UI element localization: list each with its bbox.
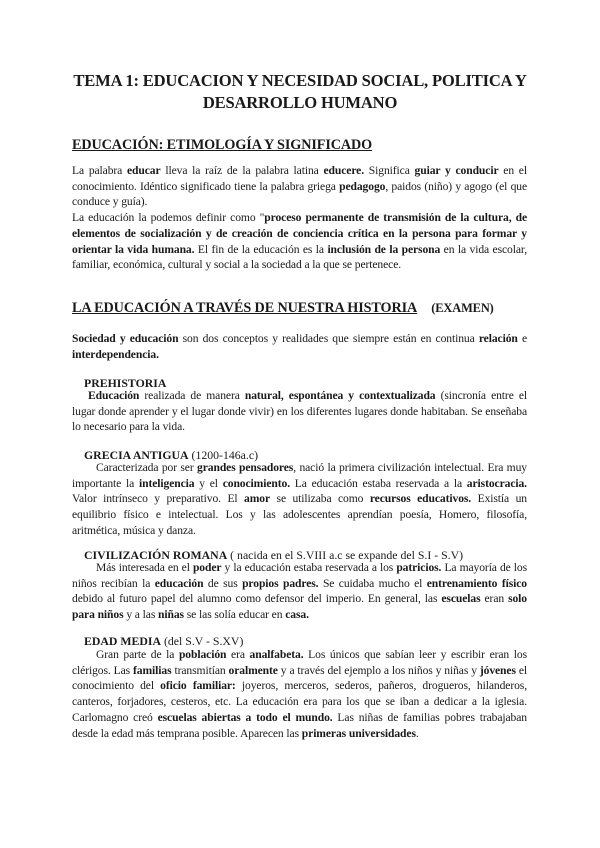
bold-run: poder: [192, 561, 222, 574]
subheading-prehistoria: PREHISTORIA: [84, 376, 167, 390]
paragraph-edad-media-text: [72, 648, 527, 740]
text-run: y el: [194, 476, 223, 490]
title-line-2: DESARROLLO HUMANO: [202, 93, 398, 112]
text-run: Gran parte de la: [96, 648, 179, 661]
bold-run: recursos educativos.: [369, 492, 472, 506]
edad-media-dates: (del S.V - S.XV): [161, 634, 244, 648]
text-run: de sus: [203, 576, 243, 590]
section-heading-historia: [72, 300, 494, 317]
bold-run: oficio familiar:: [160, 679, 236, 693]
text-run: La mayoría de los niños recibían la: [72, 561, 528, 590]
bold-run: inclusión de la persona: [327, 242, 441, 256]
bold-run: pedagogo: [339, 179, 386, 193]
section-heading-etimologia: EDUCACIÓN: ETIMOLOGÍA Y SIGNIFICADO: [72, 137, 373, 153]
grecia-heading: GRECIA ANTIGUA: [84, 448, 189, 462]
text-run: La educación la podemos definir como ": [72, 211, 265, 225]
text-run: , paidos (niño) y agogo (el que conduce y guía).: [72, 179, 528, 209]
text-run: lleva la raíz de la palabra latina: [160, 164, 324, 177]
text-run: (sincronía entre el lugar donde aprender y el lugar donde vivir) en los diferentes lugares donde habitaban. Se enseñaba lo necesario para la vida.: [72, 389, 527, 434]
text-run: Valor intrínseco y preparativo. El: [72, 492, 245, 506]
paragraph-grecia: [72, 460, 527, 539]
text-run: debido al futuro papel del alumno como defensor del imperio. En general, las: [72, 592, 442, 606]
bold-run: escuelas abiertas a todo el mundo.: [157, 710, 333, 724]
bold-run: natural, espontánea y contextualizada: [244, 389, 436, 402]
text-run: .: [415, 726, 419, 740]
bold-run: grandes pensadores: [197, 461, 294, 474]
bold-run: interdependencia.: [72, 347, 159, 361]
bold-run: educere.: [323, 164, 364, 177]
bold-run: Sociedad y educación: [72, 332, 179, 345]
document-title: [60, 70, 540, 114]
text-run: Existía un equilibrio físico e intelectual. Los y las adolescentes aprendían poesía, Homero, filosofía, aritmética, música y danza.: [72, 492, 527, 537]
text-run: La palabra: [72, 164, 128, 177]
bold-run: oralmente: [228, 663, 278, 677]
bold-run: población: [178, 648, 227, 661]
bold-run: solo para niños: [72, 592, 527, 622]
text-run: realizada de manera: [139, 389, 245, 402]
paragraph-etimologia-1: [72, 163, 527, 210]
text-run: La educación estaba reservada a la: [290, 476, 467, 490]
bold-run: niñas: [158, 608, 184, 622]
text-run: e: [517, 332, 527, 345]
text-run: joyeros, merceros, sederos, pañeros, drogueros, hilanderos, canteros, forjadores, cesteros, etc. La educación era para los que se iban a dedicar a la iglesia. Carlomagno creó: [72, 679, 527, 724]
bold-run: inteligencia: [138, 476, 195, 490]
bold-run: relación: [478, 332, 518, 345]
bold-run: primeras universidades: [301, 726, 416, 740]
paragraph-intro-text: [72, 331, 527, 362]
text-run: era: [226, 648, 250, 661]
roma-heading: CIVILIZACIÓN ROMANA: [84, 548, 228, 562]
text-run: Caracterizada por ser: [96, 461, 198, 474]
text-run: Significa: [364, 164, 415, 177]
title-line-1: TEMA 1: EDUCACION Y NECESIDAD SOCIAL, POLITICA Y: [73, 71, 527, 90]
roma-dates: ( nacida en el S.VIII a.c se expande del S.I - S.V): [227, 548, 464, 562]
section-heading-historia-text: LA EDUCACIÓN A TRAVÉS DE NUESTRA HISTORIA: [72, 300, 418, 316]
text-run: se las solía educar en: [183, 608, 286, 622]
bold-run: escuelas: [441, 592, 481, 606]
grecia-dates: (1200-146a.c): [188, 448, 259, 462]
bold-run: jóvenes: [479, 663, 516, 677]
paragraph-edad-media: [72, 647, 527, 741]
paragraph-etimologia: [72, 163, 527, 273]
paragraph-prehistoria: [72, 388, 527, 435]
bold-run: educar: [127, 164, 161, 177]
text-run: y a través del ejemplo a los niños y niñas y: [277, 663, 480, 677]
bold-run: proceso permanente de transmisión de la cultura, de elementos de socialización y de creación de conciencia crítica en la persona para formar y orientar la vida humana.: [72, 211, 527, 256]
paragraph-roma: [72, 560, 527, 623]
bold-run: analfabeta.: [249, 648, 304, 661]
text-run: y la educación estaba reservada a los: [221, 561, 397, 574]
paragraph-grecia-text: [72, 461, 527, 537]
bold-run: aristocracia.: [466, 476, 527, 490]
bold-run: entrenamiento físico: [426, 576, 527, 590]
paragraph-definicion: [72, 210, 527, 273]
paragraph-intro-historia: [72, 331, 527, 362]
text-run: en el conocimiento. Idéntico significado tiene la palabra griega: [72, 164, 527, 193]
exam-tag: (EXAMEN): [431, 301, 494, 315]
paragraph-roma-text: [72, 561, 527, 621]
text-run: el conocimiento del: [72, 663, 527, 693]
bold-run: Educación: [88, 389, 140, 402]
bold-run: casa.: [285, 608, 309, 622]
bold-run: conocimiento.: [222, 476, 291, 490]
bold-run: patricios.: [396, 561, 442, 574]
text-run: en la vida escolar, familiar, económica, cultural y social a la sociedad a la que se pertenece.: [72, 242, 527, 272]
text-run: eran: [480, 592, 509, 606]
bold-run: educación: [154, 576, 204, 590]
text-run: Se cuidaba mucho el: [318, 576, 427, 590]
text-run: transmitían: [171, 663, 229, 677]
bold-run: guiar y conducir: [414, 164, 499, 177]
text-run: son dos conceptos y realidades que siempre están en continua: [178, 332, 479, 345]
text-run: , nació la primera civilización intelectual. Era muy importante la: [72, 461, 527, 490]
text-run: y a las: [123, 608, 159, 622]
edad-media-heading: EDAD MEDIA: [84, 634, 162, 648]
bold-run: amor: [244, 492, 271, 506]
text-run: Más interesada en el: [96, 561, 193, 574]
text-run: Los únicos que sabían leer y escribir eran los clérigos. Las: [72, 648, 527, 677]
paragraph-prehistoria-text: [72, 389, 527, 433]
bold-run: familias: [133, 663, 172, 677]
text-run: Las niñas de familias pobres trabajaban desde la edad más temprana posible. Aparecen las: [72, 710, 527, 740]
text-run: se utilizaba como: [270, 492, 370, 506]
bold-run: propios padres.: [242, 576, 319, 590]
text-run: El fin de la educación es la: [194, 242, 328, 256]
